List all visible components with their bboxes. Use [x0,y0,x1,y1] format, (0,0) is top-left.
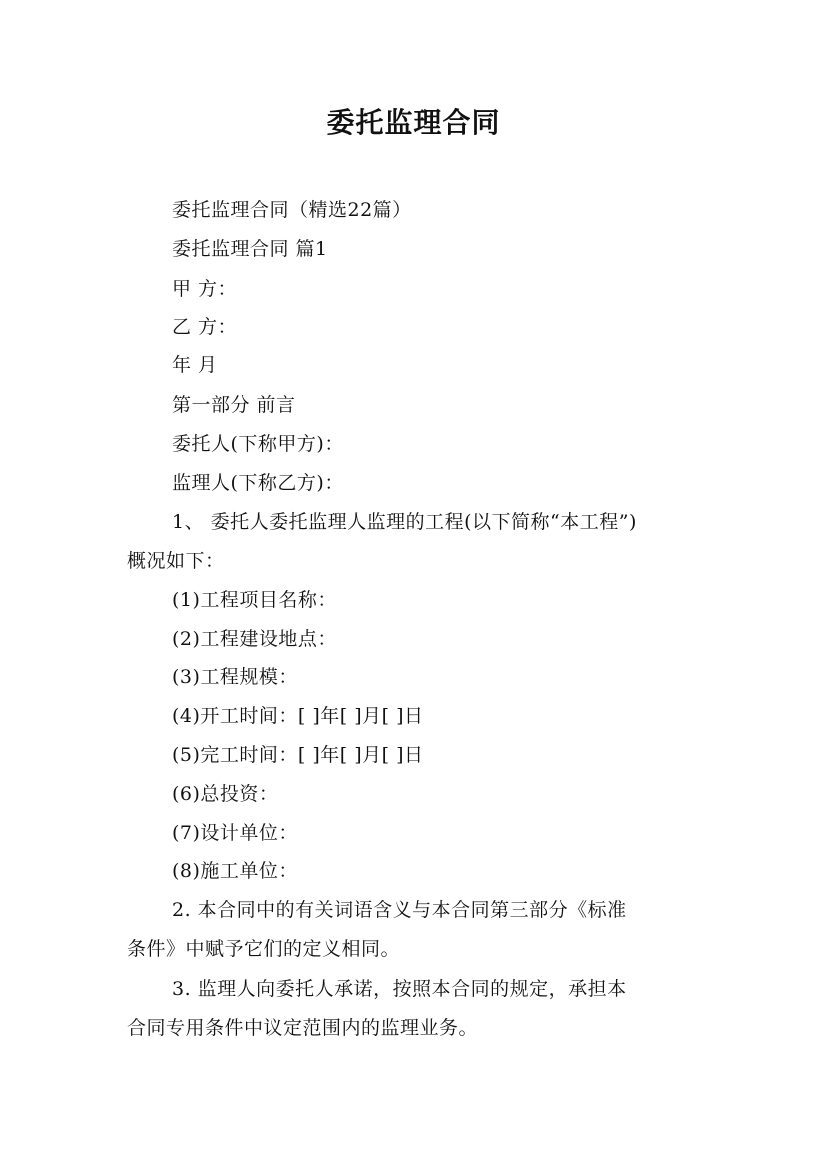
subtitle-line: 委托监理合同（精选22篇） [172,199,412,221]
paragraph-line: 条件》中赋予它们的定义相同。 [127,938,401,960]
section-heading: 委托监理合同 篇1 [172,238,328,260]
paragraph-line: 合同专用条件中议定范围内的监理业务。 [127,1017,479,1039]
list-item: (5)完工时间：[ ]年[ ]月[ ]日 [172,744,424,766]
list-item: (7)设计单位： [172,822,298,844]
client-line: 委托人(下称甲方)： [172,433,344,455]
list-item: (8)施工单位： [172,860,298,882]
paragraph-line: 2. 本合同中的有关词语含义与本合同第三部分《标准 [172,899,627,921]
list-item: (3)工程规模： [172,666,298,688]
paragraph-line: 1、 委托人委托监理人监理的工程(以下简称“本工程”) [172,511,637,533]
list-item: (4)开工时间：[ ]年[ ]月[ ]日 [172,705,424,727]
list-item: (2)工程建设地点： [172,628,337,650]
party-a-line: 甲 方： [172,278,238,300]
document-title: 委托监理合同 [326,106,501,139]
date-line: 年 月 [172,354,218,376]
list-item: (1)工程项目名称： [172,589,337,611]
part-heading: 第一部分 前言 [172,394,296,416]
paragraph-line: 3. 监理人向委托人承诺，按照本合同的规定，承担本 [172,978,627,1000]
list-item: (6)总投资： [172,783,279,805]
supervisor-line: 监理人(下称乙方)： [172,472,344,494]
party-b-line: 乙 方： [172,316,238,338]
paragraph-line: 概况如下： [127,550,225,572]
